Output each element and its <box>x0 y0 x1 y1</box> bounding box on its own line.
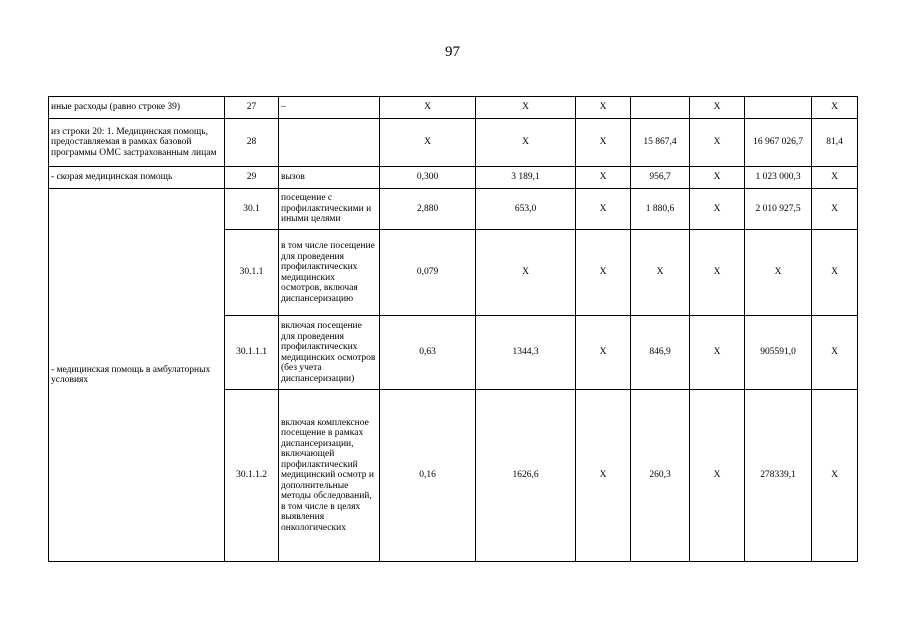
cell: 81,4 <box>812 119 858 167</box>
row-name: - скорая медицинская помощь <box>49 167 225 189</box>
row-line: 30.1 <box>225 189 279 230</box>
cell: Х <box>576 230 631 316</box>
cell: 2,880 <box>380 189 476 230</box>
cell: Х <box>690 316 745 390</box>
table-row <box>49 167 858 189</box>
cell: 0,63 <box>380 316 476 390</box>
cell: Х <box>576 390 631 562</box>
cell: Х <box>380 119 476 167</box>
cell: Х <box>576 167 631 189</box>
row-unit: – <box>279 97 380 119</box>
cell: Х <box>812 189 858 230</box>
cell: Х <box>812 316 858 390</box>
row-line: 28 <box>225 119 279 167</box>
cell: 1626,6 <box>476 390 576 562</box>
group-name: - медицинская помощь в амбулаторных условиях <box>49 189 225 562</box>
cell: 3 189,1 <box>476 167 576 189</box>
row-unit: в том числе посещение для проведения профилактических медицинских осмотров, включая диспансеризацию <box>279 230 380 316</box>
cell: Х <box>476 119 576 167</box>
cell: Х <box>690 119 745 167</box>
cell: Х <box>476 230 576 316</box>
cell: 905591,0 <box>745 316 812 390</box>
row-line: 27 <box>225 97 279 119</box>
table-row <box>49 119 858 167</box>
row-line: 30.1.1.1 <box>225 316 279 390</box>
row-line: 29 <box>225 167 279 189</box>
cell: Х <box>812 230 858 316</box>
row-line: 30.1.1 <box>225 230 279 316</box>
row-name: из строки 20: 1. Медицинская помощь, предоставляемая в рамках базовой программы ОМС застрахованным лицам <box>49 119 225 167</box>
cell: 653,0 <box>476 189 576 230</box>
cell: 260,3 <box>631 390 690 562</box>
cell: 278339,1 <box>745 390 812 562</box>
cell: Х <box>576 316 631 390</box>
cell <box>745 97 812 119</box>
cell: Х <box>576 189 631 230</box>
row-unit: посещение с профилактическими и иными целями <box>279 189 380 230</box>
cell: 956,7 <box>631 167 690 189</box>
cell: Х <box>745 230 812 316</box>
cell: Х <box>690 230 745 316</box>
cell: 1 880,6 <box>631 189 690 230</box>
cell: Х <box>812 97 858 119</box>
row-unit <box>279 119 380 167</box>
cell <box>631 97 690 119</box>
cell: Х <box>631 230 690 316</box>
table-row <box>49 189 858 230</box>
row-line: 30.1.1.2 <box>225 390 279 562</box>
cell: 1 023 000,3 <box>745 167 812 189</box>
cell: Х <box>812 167 858 189</box>
row-unit: включая комплексное посещение в рамках диспансеризации, включающей профилактический медицинский осмотр и дополнительные методы обследований, в том числе в целях выявления онкологических <box>279 390 380 562</box>
page-number: 97 <box>445 44 460 60</box>
cell: 0,300 <box>380 167 476 189</box>
cell: 846,9 <box>631 316 690 390</box>
cell: Х <box>576 119 631 167</box>
cell: 1344,3 <box>476 316 576 390</box>
row-unit: включая посещение для проведения профилактических медицинских осмотров (без учета диспансеризации) <box>279 316 380 390</box>
cell: 0,16 <box>380 390 476 562</box>
cell: Х <box>690 97 745 119</box>
cell: Х <box>690 390 745 562</box>
cell: 15 867,4 <box>631 119 690 167</box>
data-table <box>48 96 858 562</box>
row-name: иные расходы (равно строке 39) <box>49 97 225 119</box>
cell: Х <box>812 390 858 562</box>
cell: Х <box>576 97 631 119</box>
cell: Х <box>380 97 476 119</box>
row-unit: вызов <box>279 167 380 189</box>
cell: Х <box>476 97 576 119</box>
cell: Х <box>690 189 745 230</box>
table-row <box>49 97 858 119</box>
cell: 16 967 026,7 <box>745 119 812 167</box>
cell: 0,079 <box>380 230 476 316</box>
cell: Х <box>690 167 745 189</box>
cell: 2 010 927,5 <box>745 189 812 230</box>
